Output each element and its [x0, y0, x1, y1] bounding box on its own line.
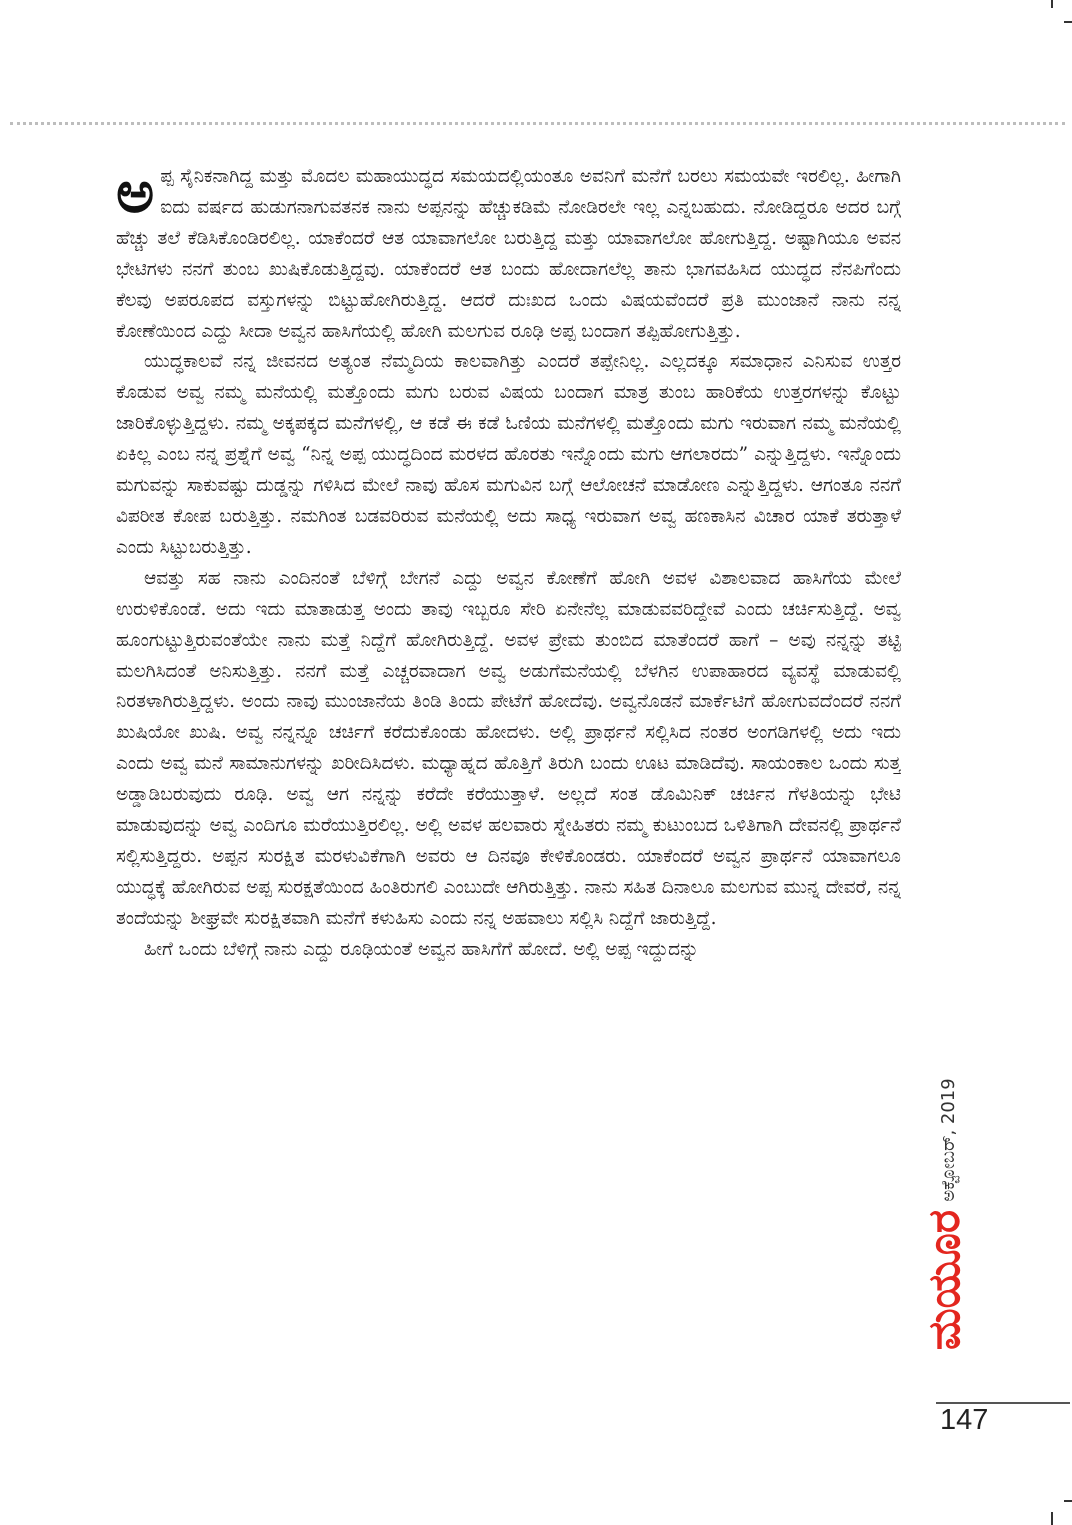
issue-date: ಅಕ್ಟೋಬರ್, 2019 [938, 1078, 959, 1202]
paragraph-1-text: ಪ್ಪ ಸೈನಿಕನಾಗಿದ್ದ ಮತ್ತು ಮೊದಲ ಮಹಾಯುದ್ಧದ ಸಮಯದಲ್ಲಿಯಂತೂ ಅವನಿಗೆ ಮನೆಗೆ ಬರಲು ಸಮಯವೇ ಇರಲಿಲ್ಲ. ಹೀಗಾಗಿ ಐದು ವರ್ಷದ ಹುಡುಗನಾಗುವತನಕ ನಾನು ಅಪ್ಪನನ್ನು ಹೆಚ್ಚುಕಡಿಮೆ ನೋಡಿರಲೇ ಇಲ್ಲ ಎನ್ನಬಹುದು. ನೋಡಿದ್ದರೂ ಅದರ ಬಗ್ಗೆ ಹೆಚ್ಚು ತಲೆ ಕೆಡಿಸಿಕೊಂಡಿರಲಿಲ್ಲ. ಯಾಕೆಂದರೆ ಆತ ಯಾವಾಗಲೋ ಬರುತ್ತಿದ್ದ ಮತ್ತು ಯಾವಾಗಲೋ ಹೋಗುತ್ತಿದ್ದ. ಅಷ್ಟಾಗಿಯೂ ಅವನ ಭೇಟಿಗಳು ನನಗೆ ತುಂಬ ಖುಷಿಕೊಡುತ್ತಿದ್ದವು. ಯಾಕೆಂದರೆ ಆತ ಬಂದು ಹೋದಾಗಲೆಲ್ಲ ತಾನು ಭಾಗವಹಿಸಿದ ಯುದ್ಧದ ನೆನಪಿಗೆಂದು ಕೆಲವು ಅಪರೂಪದ ವಸ್ತುಗಳನ್ನು ಬಿಟ್ಟುಹೋಗಿರುತ್ತಿದ್ದ. ಆದರೆ ದುಃಖದ ಒಂದು ವಿಷಯವೆಂದರೆ ಪ್ರತಿ ಮುಂಜಾನೆ ನಾನು ನನ್ನ ಕೋಣೆಯಿಂದ ಎದ್ದು ಸೀದಾ ಅವ್ವನ ಹಾಸಿಗೆಯಲ್ಲಿ ಹೋಗಿ ಮಲಗುವ ರೂಢಿ ಅಪ್ಪ ಬಂದಾಗ ತಪ್ಪಿಹೋಗುತ್ತಿತ್ತು. [116, 166, 901, 342]
paragraph-4: ಹೀಗೆ ಒಂದು ಬೆಳಿಗ್ಗೆ ನಾನು ಎದ್ದು ರೂಢಿಯಂತೆ ಅವ್ವನ ಹಾಸಿಗೆಗೆ ಹೋದೆ. ಅಲ್ಲಿ ಅಪ್ಪ ಇದ್ದುದನ್ನು [144, 938, 699, 960]
drop-cap: ಅ [116, 162, 155, 226]
header-dotted-rule [10, 122, 1065, 125]
crop-mark-top-right [1051, 0, 1053, 8]
crop-mark-top-edge [1064, 21, 1072, 23]
side-strip [912, 1060, 982, 1400]
paragraph-3: ಆವತ್ತು ಸಹ ನಾನು ಎಂದಿನಂತೆ ಬೆಳಿಗ್ಗೆ ಬೇಗನೆ ಎದ್ದು ಅವ್ವನ ಕೋಣೆಗೆ ಹೋಗಿ ಅವಳ ವಿಶಾಲವಾದ ಹಾಸಿಗೆಯ ಮೇಲೆ ಉರುಳಿಕೊಂಡೆ. ಅದು ಇದು ಮಾತಾಡುತ್ತ ಅಂದು ತಾವು ಇಬ್ಬರೂ ಸೇರಿ ಏನೇನೆಲ್ಲ ಮಾಡುವವರಿದ್ದೇವೆ ಎಂದು ಚರ್ಚಿಸುತ್ತಿದ್ದೆ. ಅವ್ವ ಹೂಂಗುಟ್ಟುತ್ತಿರುವಂತೆಯೇ ನಾನು ಮತ್ತೆ ನಿದ್ದೆಗೆ ಹೋಗಿರುತ್ತಿದ್ದೆ. ಅವಳ ಪ್ರೇಮ ತುಂಬಿದ ಮಾತೆಂದರೆ ಹಾಗೆ – ಅವು ನನ್ನನ್ನು ತಟ್ಟಿ ಮಲಗಿಸಿದಂತೆ ಅನಿಸುತ್ತಿತ್ತು. ನನಗೆ ಮತ್ತೆ ಎಚ್ಚರವಾದಾಗ ಅವ್ವ ಅಡುಗೆಮನೆಯಲ್ಲಿ ಬೆಳಗಿನ ಉಪಾಹಾರದ ವ್ಯವಸ್ಥೆ ಮಾಡುವಲ್ಲಿ ನಿರತಳಾಗಿರುತ್ತಿದ್ದಳು. ಅಂದು ನಾವು ಮುಂಜಾನೆಯ ತಿಂಡಿ ತಿಂದು ಪೇಟೆಗೆ ಹೋದೆವು. ಅವ್ವನೊಡನೆ ಮಾರ್ಕೆಟಿಗೆ ಹೋಗುವದೆಂದರೆ ನನಗೆ ಖುಷಿಯೋ ಖುಷಿ. ಅವ್ವ ನನ್ನನ್ನೂ ಚರ್ಚಿಗೆ ಕರೆದುಕೊಂಡು ಹೋದಳು. ಅಲ್ಲಿ ಪ್ರಾರ್ಥನೆ ಸಲ್ಲಿಸಿದ ನಂತರ ಅಂಗಡಿಗಳಲ್ಲಿ ಅದು ಇದು ಎಂದು ಅವ್ವ ಮನೆ ಸಾಮಾನುಗಳನ್ನು ಖರೀದಿಸಿದಳು. ಮಧ್ಯಾಹ್ನದ ಹೊತ್ತಿಗೆ ತಿರುಗಿ ಬಂದು ಊಟ ಮಾಡಿದೆವು. ಸಾಯಂಕಾಲ ಒಂದು ಸುತ್ತ ಅಡ್ಡಾಡಿಬರುವುದು ರೂಢಿ. ಅವ್ವ ಆಗ ನನ್ನನ್ನು ಕರೆದೇ ಕರೆಯುತ್ತಾಳೆ. ಅಲ್ಲದೆ ಸಂತ ಡೊಮಿನಿಕ್ ಚರ್ಚಿನ ಗೆಳತಿಯನ್ನು ಭೇಟಿ ಮಾಡುವುದನ್ನು ಅವ್ವ ಎಂದಿಗೂ ಮರೆಯುತ್ತಿರಲಿಲ್ಲ. ಅಲ್ಲಿ ಅವಳ ಹಲವಾರು ಸ್ನೇಹಿತರು ನಮ್ಮ ಕುಟುಂಬದ ಒಳಿತಿಗಾಗಿ ದೇವನಲ್ಲಿ ಪ್ರಾರ್ಥನೆ ಸಲ್ಲಿಸುತ್ತಿದ್ದರು. ಅಪ್ಪನ ಸುರಕ್ಷಿತ ಮರಳುವಿಕೆಗಾಗಿ ಅವರು ಆ ದಿನವೂ ಕೇಳಿಕೊಂಡರು. ಯಾಕೆಂದರೆ ಅವ್ವನ ಪ್ರಾರ್ಥನೆ ಯಾವಾಗಲೂ ಯುದ್ಧಕ್ಕೆ ಹೋಗಿರುವ ಅಪ್ಪ ಸುರಕ್ಷತೆಯಿಂದ ಹಿಂತಿರುಗಲಿ ಎಂಬುದೇ ಆಗಿರುತ್ತಿತ್ತು. ನಾನು ಸಹಿತ ದಿನಾಲೂ ಮಲಗುವ ಮುನ್ನ ದೇವರೆ, ನನ್ನ ತಂದೆಯನ್ನು ಶೀಘ್ರವೇ ಸುರಕ್ಷಿತವಾಗಿ ಮನೆಗೆ ಕಳುಹಿಸು ಎಂದು ನನ್ನ ಅಹವಾಲು ಸಲ್ಲಿಸಿ ನಿದ್ದೆಗೆ ಜಾರುತ್ತಿದ್ದೆ. [116, 567, 901, 929]
paragraph-1 [116, 162, 901, 347]
article-body [116, 162, 901, 1412]
paragraph-2: ಯುದ್ಧಕಾಲವೆ ನನ್ನ ಜೀವನದ ಅತ್ಯಂತ ನೆಮ್ಮದಿಯ ಕಾಲವಾಗಿತ್ತು ಎಂದರೆ ತಪ್ಪೇನಿಲ್ಲ. ಎಲ್ಲದಕ್ಕೂ ಸಮಾಧಾನ ಎನಿಸುವ ಉತ್ತರ ಕೊಡುವ ಅವ್ವ ನಮ್ಮ ಮನೆಯಲ್ಲಿ ಮತ್ತೊಂದು ಮಗು ಬರುವ ವಿಷಯ ಬಂದಾಗ ಮಾತ್ರ ತುಂಬ ಹಾರಿಕೆಯ ಉತ್ತರಗಳನ್ನು ಕೊಟ್ಟು ಜಾರಿಕೊಳ್ಳುತ್ತಿದ್ದಳು. ನಮ್ಮ ಅಕ್ಕಪಕ್ಕದ ಮನೆಗಳಲ್ಲಿ, ಆ ಕಡೆ ಈ ಕಡೆ ಓಣಿಯ ಮನೆಗಳಲ್ಲಿ ಮತ್ತೊಂದು ಮಗು ಇರುವಾಗ ನಮ್ಮ ಮನೆಯಲ್ಲಿ ಏಕಿಲ್ಲ ಎಂಬ ನನ್ನ ಪ್ರಶ್ನೆಗೆ ಅವ್ವ “ನಿನ್ನ ಅಪ್ಪ ಯುದ್ಧದಿಂದ ಮರಳದ ಹೊರತು ಇನ್ನೊಂದು ಮಗು ಆಗಲಾರದು” ಎನ್ನುತ್ತಿದ್ದಳು. ಇನ್ನೊಂದು ಮಗುವನ್ನು ಸಾಕುವಷ್ಟು ದುಡ್ಡನ್ನು ಗಳಿಸಿದ ಮೇಲೆ ನಾವು ಹೊಸ ಮಗುವಿನ ಬಗ್ಗೆ ಆಲೋಚನೆ ಮಾಡೋಣ ಎನ್ನುತ್ತಿದ್ದಳು. ಆಗಂತೂ ನನಗೆ ವಿಪರೀತ ಕೋಪ ಬರುತ್ತಿತ್ತು. ನಮಗಿಂತ ಬಡವರಿರುವ ಮನೆಯಲ್ಲಿ ಅದು ಸಾಧ್ಯ ಇರುವಾಗ ಅವ್ವ ಹಣಕಾಸಿನ ವಿಚಾರ ಯಾಕೆ ತರುತ್ತಾಳೆ ಎಂದು ಸಿಟ್ಟುಬರುತ್ತಿತ್ತು. [116, 351, 901, 558]
magazine-logo: ಮಯೂರ [919, 1209, 970, 1351]
crop-mark-bottom-edge [1064, 1500, 1072, 1502]
crop-mark-bottom-right [1051, 1512, 1053, 1525]
page-number: 147 [940, 1404, 989, 1436]
